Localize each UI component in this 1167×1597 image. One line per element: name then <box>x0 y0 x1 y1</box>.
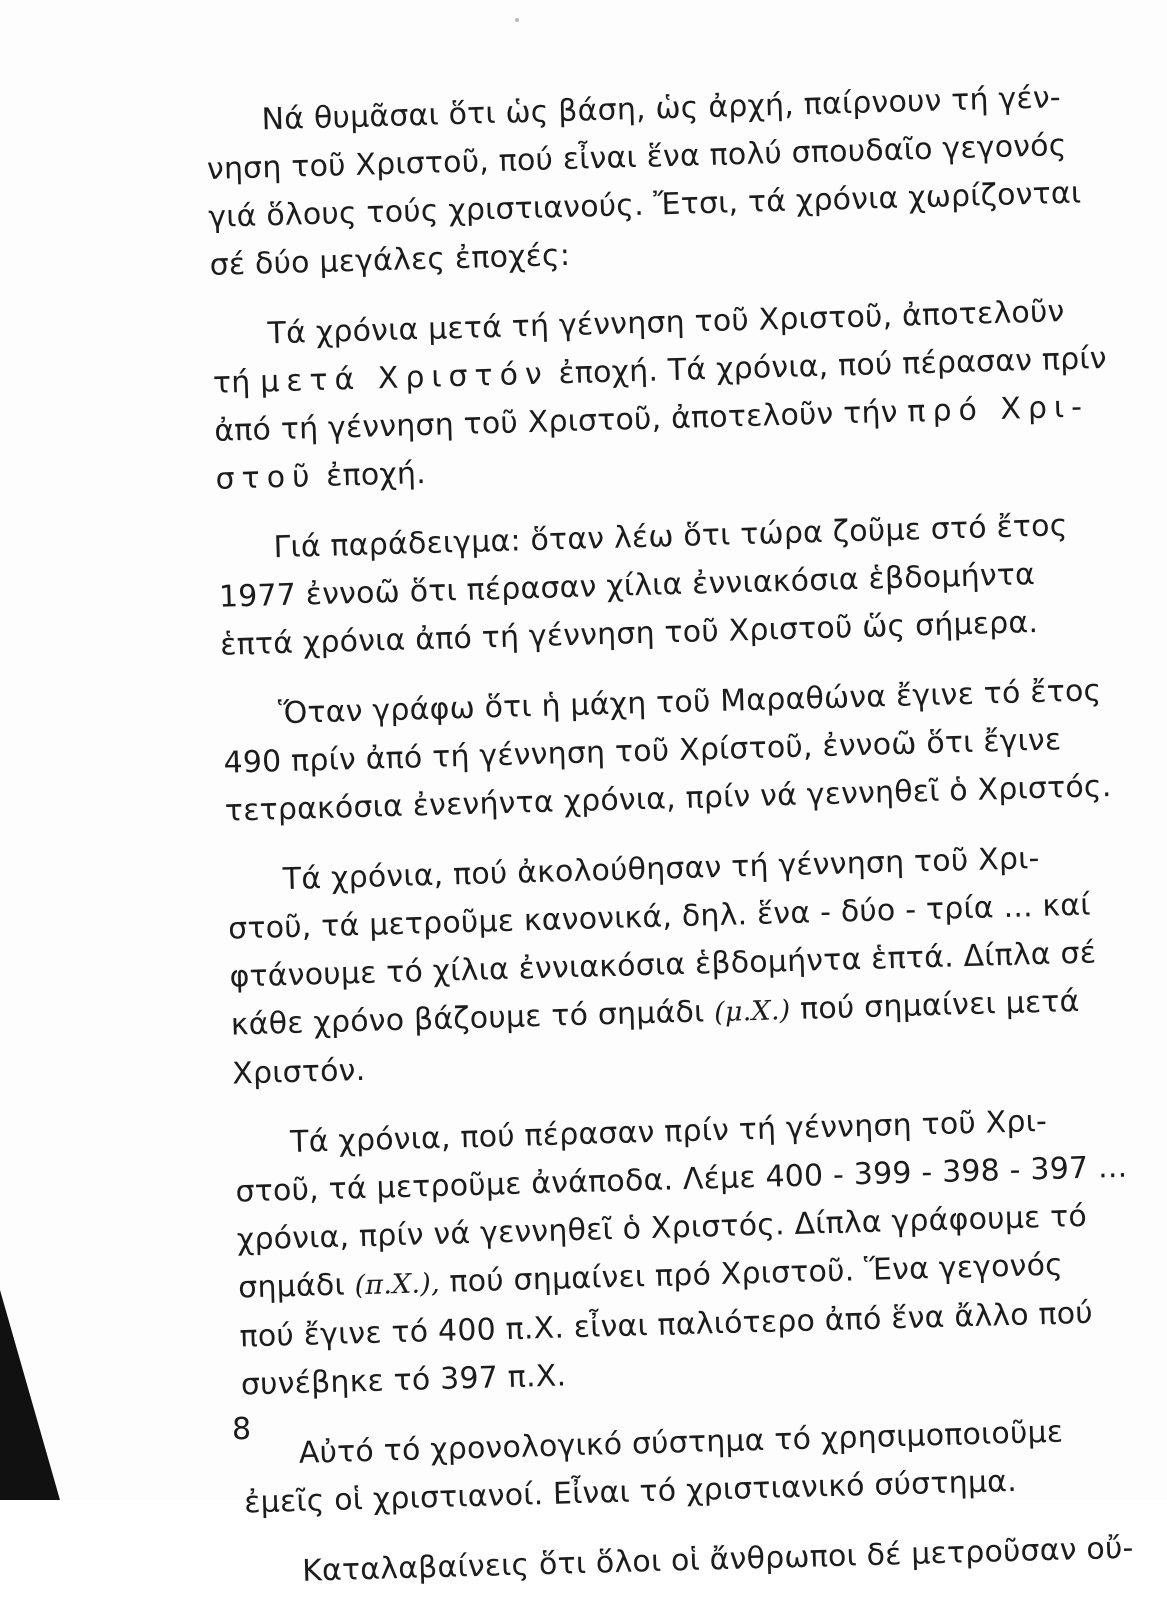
text-line: φτάνουμε τό χίλια ἐννιακόσια ἑβδομήντα ἑπτά. Δίπλα σέ <box>229 935 1097 995</box>
text-line: νηση τοῦ Χριστοῦ, πού εἶναι ἕνα πολύ σπουδαῖο γεγονός <box>206 127 1068 187</box>
text-fragment: τή <box>212 364 251 401</box>
page-number: 8 <box>232 1412 252 1447</box>
text-line: σέ δύο μεγάλες ἐποχές: <box>209 237 571 283</box>
text-line: 490 πρίν ἀπό τή γέννηση τοῦ Χρίστοῦ, ἐννοῶ ὅτι ἔγινε <box>223 722 1062 781</box>
abbreviation-mark: (μ.Χ.) <box>713 995 791 1029</box>
text-line: Γιά παράδειγμα: ὅταν λέω ὅτι τώρα ζοῦμε στό ἔτος <box>273 508 1069 566</box>
emphasized-term: στοῦ <box>215 459 317 497</box>
text-fragment: ἐποχή. <box>325 455 427 494</box>
text-line: Τά χρόνια, πού ἀκολούθησαν τή γέννηση τοῦ Χρι- <box>282 841 1040 898</box>
text-line: Καταλαβαίνεις ὅτι ὅλοι οἱ ἄνθρωποι δέ μετροῦσαν οὔ- <box>301 1530 1134 1589</box>
text-line: Αὐτό τό χρονολογικό σύστημα τό χρησιμοποιοῦμε <box>298 1414 1064 1471</box>
text-line: 1977 ἐννοῶ ὅτι πέρασαν χίλια ἐννιακόσια ἑβδομήντα <box>218 557 1036 615</box>
text-line: Τά χρόνια μετά τή γέννηση τοῦ Χριστοῦ, ἀποτελοῦν <box>267 294 1065 352</box>
text-fragment: κάθε χρόνο βάζουμε τό σημάδι <box>230 994 705 1043</box>
text-line: τετρακόσια ἐνενήντα χρόνια, πρίν νά γεννηθεῖ ὁ Χριστός. <box>224 768 1112 829</box>
text-fragment: ἐποχή. Τά χρόνια, πού πέρασαν πρίν <box>557 340 1108 392</box>
text-line: συνέβηκε τό 397 π.Χ. <box>240 1358 567 1403</box>
text-fragment: σημάδι <box>237 1267 346 1306</box>
abbreviation-mark: (π.Χ.), <box>354 1267 441 1302</box>
text-line: ἑπτά χρόνια ἀπό τή γέννηση τοῦ Χριστοῦ ὥς σήμερα. <box>219 604 1039 663</box>
text-line: Ὅταν γράφω ὅτι ἡ μάχη τοῦ Μαραθώνα ἔγινε τό ἔτος <box>277 673 1102 732</box>
emphasized-term: μετά Χριστόν <box>259 356 550 400</box>
emphasized-term: πρό Χρι- <box>906 389 1090 430</box>
text-line: στοῦ, τά μετροῦμε ἀνάποδα. Λέμε 400 - 399 - 398 - 397 ... <box>235 1149 1128 1210</box>
text-line: ἐμεῖς οἱ χριστιανοί. Εἶναι τό χριστιανικό σύστημα. <box>243 1463 1018 1521</box>
text-line: πού ἔγινε τό 400 π.Χ. εἶναι παλιότερο ἀπό ἕνα ἄλλο πού <box>239 1295 1094 1355</box>
text-line: χρόνια, πρίν νά γεννηθεῖ ὁ Χριστός. Δίπλα γράφουμε τό <box>236 1198 1088 1258</box>
text-line-content: Νά θυμᾶσαι ὅτι ὡς βάση, ὡς ἀρχή, παίρνουν τή γέν- <box>261 80 1062 138</box>
text-fragment: πού σημαίνει πρό Χριστοῦ. Ἕνα γεγονός <box>448 1247 1064 1300</box>
text-line: Χριστόν. <box>231 1052 366 1092</box>
text-line: Τά χρόνια, πού πέρασαν πρίν τή γέννηση τοῦ Χρι- <box>289 1103 1048 1161</box>
body-text <box>205 73 1134 1597</box>
text-fragment: πού σημαίνει μετά <box>799 983 1081 1027</box>
scan-speck <box>515 18 519 22</box>
text-fragment: ἀπό τή γέννηση τοῦ Χριστοῦ, ἀποτελοῦν τήν <box>213 394 899 449</box>
text-line: γιά ὅλους τούς χριστιανούς. Ἔτσι, τά χρόνια χωρίζονται <box>207 175 1082 235</box>
text-line: στοῦ, τά μετροῦμε κανονικά, δηλ. ἕνα - δύο - τρία ... καί <box>227 887 1092 947</box>
